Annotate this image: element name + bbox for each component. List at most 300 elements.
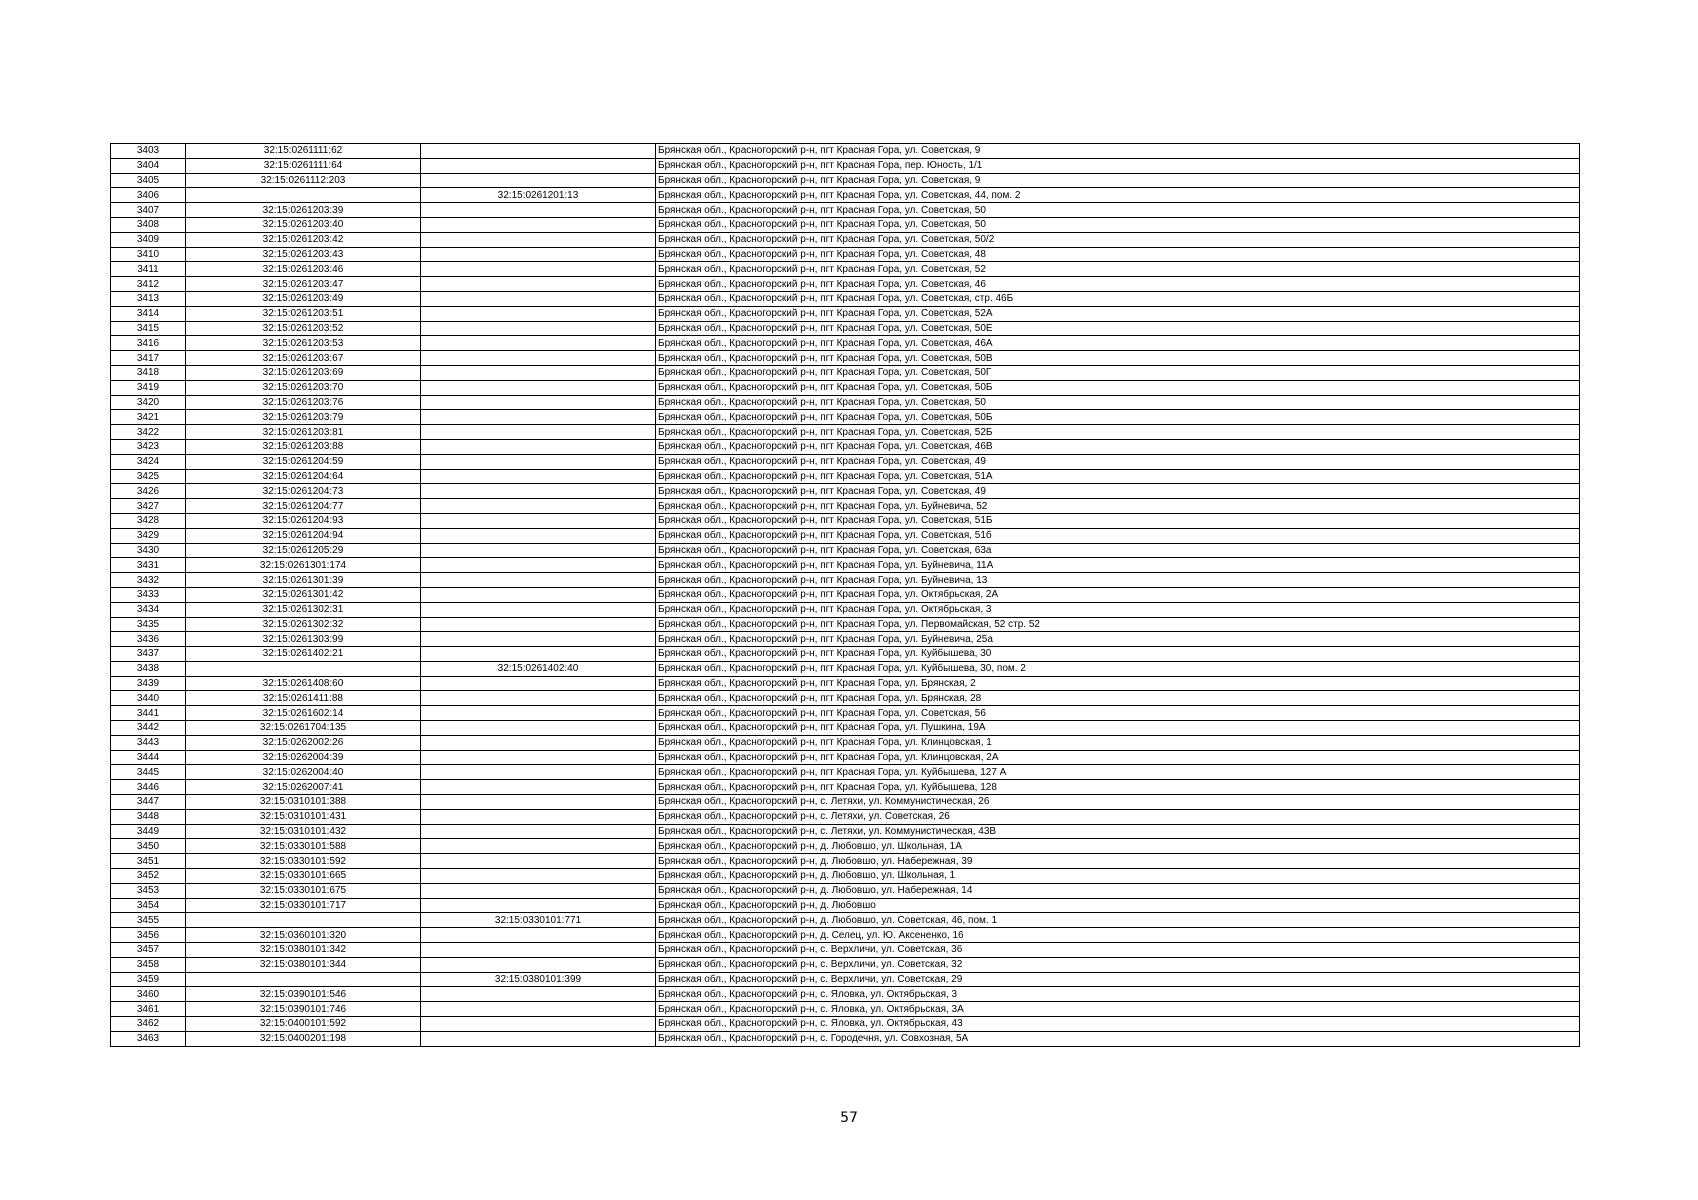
cadastral-number-cell: 32:15:0261204:59 <box>186 454 421 469</box>
row-number-cell: 3412 <box>111 277 186 292</box>
table-row <box>111 869 1580 884</box>
address-cell: Брянская обл., Красногорский р-н, с. Верхличи, ул. Советская, 32 <box>656 957 1580 972</box>
cadastral-number-cell: 32:15:0360101:320 <box>186 928 421 943</box>
address-cell: Брянская обл., Красногорский р-н, с. Яловка, ул. Октябрьская, 3 <box>656 987 1580 1002</box>
premises-cadastral-number-cell <box>421 528 656 543</box>
address-cell: Брянская обл., Красногорский р-н, с. Яловка, ул. Октябрьская, 3А <box>656 1002 1580 1017</box>
cadastral-number-cell: 32:15:0261204:93 <box>186 513 421 528</box>
table-row <box>111 1002 1580 1017</box>
cadastral-number-cell: 32:15:0261111:64 <box>186 158 421 173</box>
cadastral-number-cell: 32:15:0261204:73 <box>186 484 421 499</box>
address-cell: Брянская обл., Красногорский р-н, пгт Красная Гора, ул. Буйневича, 11А <box>656 558 1580 573</box>
table-row <box>111 188 1580 203</box>
cadastral-number-cell: 32:15:0262004:40 <box>186 765 421 780</box>
row-number-cell: 3456 <box>111 928 186 943</box>
cadastral-number-cell: 32:15:0261111:62 <box>186 144 421 159</box>
table-row <box>111 721 1580 736</box>
table-row <box>111 158 1580 173</box>
cadastral-number-cell: 32:15:0261301:42 <box>186 587 421 602</box>
cadastral-number-cell: 32:15:0261402:21 <box>186 647 421 662</box>
table-row <box>111 632 1580 647</box>
premises-cadastral-number-cell <box>421 144 656 159</box>
premises-cadastral-number-cell <box>421 469 656 484</box>
table-row <box>111 1017 1580 1032</box>
cadastral-number-cell: 32:15:0330101:675 <box>186 883 421 898</box>
row-number-cell: 3429 <box>111 528 186 543</box>
address-cell: Брянская обл., Красногорский р-н, пгт Красная Гора, ул. Советская, 50 <box>656 395 1580 410</box>
table-row <box>111 454 1580 469</box>
premises-cadastral-number-cell <box>421 454 656 469</box>
premises-cadastral-number-cell <box>421 217 656 232</box>
address-cell: Брянская обл., Красногорский р-н, с. Летяхи, ул. Коммунистическая, 43В <box>656 824 1580 839</box>
registry-table-body <box>111 144 1580 1047</box>
cadastral-number-cell: 32:15:0261302:32 <box>186 617 421 632</box>
cadastral-number-cell: 32:15:0310101:432 <box>186 824 421 839</box>
cadastral-number-cell: 32:15:0261203:76 <box>186 395 421 410</box>
address-cell: Брянская обл., Красногорский р-н, пгт Красная Гора, ул. Куйбышева, 30, пом. 2 <box>656 661 1580 676</box>
row-number-cell: 3437 <box>111 647 186 662</box>
address-cell: Брянская обл., Красногорский р-н, пгт Красная Гора, ул. Куйбышева, 128 <box>656 780 1580 795</box>
cadastral-number-cell: 32:15:0380101:342 <box>186 943 421 958</box>
row-number-cell: 3460 <box>111 987 186 1002</box>
premises-cadastral-number-cell <box>421 1017 656 1032</box>
row-number-cell: 3427 <box>111 499 186 514</box>
row-number-cell: 3458 <box>111 957 186 972</box>
cadastral-number-cell <box>186 913 421 928</box>
row-number-cell: 3418 <box>111 365 186 380</box>
table-row <box>111 217 1580 232</box>
address-cell: Брянская обл., Красногорский р-н, пгт Красная Гора, ул. Советская, 46А <box>656 336 1580 351</box>
cadastral-number-cell: 32:15:0261408:60 <box>186 676 421 691</box>
table-row <box>111 306 1580 321</box>
row-number-cell: 3416 <box>111 336 186 351</box>
cadastral-number-cell: 32:15:0330101:592 <box>186 854 421 869</box>
table-row <box>111 839 1580 854</box>
table-row <box>111 957 1580 972</box>
premises-cadastral-number-cell <box>421 484 656 499</box>
address-cell: Брянская обл., Красногорский р-н, д. Селец, ул. Ю. Аксененко, 16 <box>656 928 1580 943</box>
premises-cadastral-number-cell <box>421 839 656 854</box>
cadastral-number-cell: 32:15:0380101:344 <box>186 957 421 972</box>
row-number-cell: 3409 <box>111 232 186 247</box>
row-number-cell: 3426 <box>111 484 186 499</box>
table-row <box>111 365 1580 380</box>
address-cell: Брянская обл., Красногорский р-н, с. Летяхи, ул. Советская, 26 <box>656 809 1580 824</box>
table-row <box>111 602 1580 617</box>
premises-cadastral-number-cell <box>421 735 656 750</box>
cadastral-number-cell <box>186 661 421 676</box>
cadastral-number-cell: 32:15:0310101:388 <box>186 795 421 810</box>
cadastral-number-cell: 32:15:0261302:31 <box>186 602 421 617</box>
cadastral-number-cell: 32:15:0261203:49 <box>186 291 421 306</box>
row-number-cell: 3428 <box>111 513 186 528</box>
premises-cadastral-number-cell <box>421 306 656 321</box>
row-number-cell: 3455 <box>111 913 186 928</box>
cadastral-number-cell: 32:15:0261204:94 <box>186 528 421 543</box>
cadastral-number-cell: 32:15:0262007:41 <box>186 780 421 795</box>
row-number-cell: 3430 <box>111 543 186 558</box>
premises-cadastral-number-cell <box>421 173 656 188</box>
cadastral-number-cell: 32:15:0261112:203 <box>186 173 421 188</box>
table-row <box>111 277 1580 292</box>
row-number-cell: 3451 <box>111 854 186 869</box>
cadastral-number-cell: 32:15:0390101:546 <box>186 987 421 1002</box>
address-cell: Брянская обл., Красногорский р-н, пгт Красная Гора, ул. Октябрьская, 2А <box>656 587 1580 602</box>
table-row <box>111 1031 1580 1046</box>
table-row <box>111 291 1580 306</box>
row-number-cell: 3421 <box>111 410 186 425</box>
premises-cadastral-number-cell <box>421 203 656 218</box>
row-number-cell: 3439 <box>111 676 186 691</box>
table-row <box>111 928 1580 943</box>
cadastral-number-cell <box>186 188 421 203</box>
premises-cadastral-number-cell <box>421 721 656 736</box>
premises-cadastral-number-cell <box>421 795 656 810</box>
premises-cadastral-number-cell <box>421 425 656 440</box>
premises-cadastral-number-cell <box>421 232 656 247</box>
address-cell: Брянская обл., Красногорский р-н, пгт Красная Гора, ул. Советская, 51Б <box>656 513 1580 528</box>
cadastral-number-cell: 32:15:0261301:39 <box>186 573 421 588</box>
address-cell: Брянская обл., Красногорский р-н, пгт Красная Гора, ул. Советская, 50Б <box>656 410 1580 425</box>
address-cell: Брянская обл., Красногорский р-н, пгт Красная Гора, ул. Советская, стр. 46Б <box>656 291 1580 306</box>
row-number-cell: 3420 <box>111 395 186 410</box>
table-row <box>111 987 1580 1002</box>
cadastral-number-cell: 32:15:0261203:69 <box>186 365 421 380</box>
cadastral-number-cell: 32:15:0261203:79 <box>186 410 421 425</box>
premises-cadastral-number-cell <box>421 410 656 425</box>
address-cell: Брянская обл., Красногорский р-н, пгт Красная Гора, ул. Брянская, 2 <box>656 676 1580 691</box>
cadastral-number-cell: 32:15:0261203:46 <box>186 262 421 277</box>
row-number-cell: 3450 <box>111 839 186 854</box>
cadastral-number-cell <box>186 972 421 987</box>
premises-cadastral-number-cell <box>421 395 656 410</box>
premises-cadastral-number-cell: 32:15:0261201:13 <box>421 188 656 203</box>
premises-cadastral-number-cell <box>421 499 656 514</box>
cadastral-number-cell: 32:15:0261205:29 <box>186 543 421 558</box>
address-cell: Брянская обл., Красногорский р-н, пгт Красная Гора, ул. Советская, 48 <box>656 247 1580 262</box>
table-row <box>111 543 1580 558</box>
premises-cadastral-number-cell <box>421 928 656 943</box>
cadastral-number-cell: 32:15:0330101:717 <box>186 898 421 913</box>
table-row <box>111 247 1580 262</box>
cadastral-number-cell: 32:15:0330101:588 <box>186 839 421 854</box>
table-row <box>111 898 1580 913</box>
row-number-cell: 3413 <box>111 291 186 306</box>
row-number-cell: 3442 <box>111 721 186 736</box>
premises-cadastral-number-cell <box>421 706 656 721</box>
row-number-cell: 3452 <box>111 869 186 884</box>
address-cell: Брянская обл., Красногорский р-н, пгт Красная Гора, ул. Советская, 52 <box>656 262 1580 277</box>
address-cell: Брянская обл., Красногорский р-н, пгт Красная Гора, ул. Советская, 49 <box>656 484 1580 499</box>
address-cell: Брянская обл., Красногорский р-н, пгт Красная Гора, ул. Буйневича, 13 <box>656 573 1580 588</box>
registry-table <box>110 143 1580 1047</box>
table-row <box>111 824 1580 839</box>
address-cell: Брянская обл., Красногорский р-н, пгт Красная Гора, ул. Пушкина, 19А <box>656 721 1580 736</box>
row-number-cell: 3410 <box>111 247 186 262</box>
address-cell: Брянская обл., Красногорский р-н, с. Летяхи, ул. Коммунистическая, 26 <box>656 795 1580 810</box>
address-cell: Брянская обл., Красногорский р-н, д. Любовшо, ул. Набережная, 39 <box>656 854 1580 869</box>
premises-cadastral-number-cell <box>421 617 656 632</box>
premises-cadastral-number-cell <box>421 587 656 602</box>
row-number-cell: 3404 <box>111 158 186 173</box>
address-cell: Брянская обл., Красногорский р-н, пгт Красная Гора, ул. Советская, 44, пом. 2 <box>656 188 1580 203</box>
premises-cadastral-number-cell <box>421 558 656 573</box>
row-number-cell: 3449 <box>111 824 186 839</box>
address-cell: Брянская обл., Красногорский р-н, пгт Красная Гора, ул. Октябрьская, 3 <box>656 602 1580 617</box>
premises-cadastral-number-cell <box>421 1031 656 1046</box>
premises-cadastral-number-cell <box>421 824 656 839</box>
address-cell: Брянская обл., Красногорский р-н, д. Любовшо, ул. Школьная, 1А <box>656 839 1580 854</box>
address-cell: Брянская обл., Красногорский р-н, пгт Красная Гора, ул. Советская, 9 <box>656 144 1580 159</box>
address-cell: Брянская обл., Красногорский р-н, пгт Красная Гора, ул. Клинцовская, 1 <box>656 735 1580 750</box>
cadastral-number-cell: 32:15:0262002:26 <box>186 735 421 750</box>
address-cell: Брянская обл., Красногорский р-н, пгт Красная Гора, ул. Советская, 52А <box>656 306 1580 321</box>
premises-cadastral-number-cell <box>421 883 656 898</box>
row-number-cell: 3415 <box>111 321 186 336</box>
address-cell: Брянская обл., Красногорский р-н, пгт Красная Гора, ул. Куйбышева, 30 <box>656 647 1580 662</box>
address-cell: Брянская обл., Красногорский р-н, с. Верхличи, ул. Советская, 29 <box>656 972 1580 987</box>
row-number-cell: 3446 <box>111 780 186 795</box>
table-row <box>111 795 1580 810</box>
premises-cadastral-number-cell <box>421 957 656 972</box>
row-number-cell: 3406 <box>111 188 186 203</box>
table-row <box>111 883 1580 898</box>
address-cell: Брянская обл., Красногорский р-н, пгт Красная Гора, ул. Советская, 46В <box>656 439 1580 454</box>
premises-cadastral-number-cell <box>421 632 656 647</box>
table-row <box>111 617 1580 632</box>
premises-cadastral-number-cell <box>421 262 656 277</box>
row-number-cell: 3453 <box>111 883 186 898</box>
cadastral-number-cell: 32:15:0261203:81 <box>186 425 421 440</box>
address-cell: Брянская обл., Красногорский р-н, пгт Красная Гора, ул. Советская, 50Г <box>656 365 1580 380</box>
premises-cadastral-number-cell <box>421 780 656 795</box>
row-number-cell: 3447 <box>111 795 186 810</box>
premises-cadastral-number-cell <box>421 380 656 395</box>
row-number-cell: 3407 <box>111 203 186 218</box>
table-row <box>111 691 1580 706</box>
cadastral-number-cell: 32:15:0261203:40 <box>186 217 421 232</box>
address-cell: Брянская обл., Красногорский р-н, пгт Красная Гора, ул. Советская, 50Е <box>656 321 1580 336</box>
row-number-cell: 3405 <box>111 173 186 188</box>
premises-cadastral-number-cell <box>421 869 656 884</box>
row-number-cell: 3436 <box>111 632 186 647</box>
premises-cadastral-number-cell <box>421 277 656 292</box>
row-number-cell: 3459 <box>111 972 186 987</box>
cadastral-number-cell: 32:15:0261203:51 <box>186 306 421 321</box>
table-row <box>111 854 1580 869</box>
cadastral-number-cell: 32:15:0261203:43 <box>186 247 421 262</box>
row-number-cell: 3403 <box>111 144 186 159</box>
table-row <box>111 351 1580 366</box>
table-row <box>111 735 1580 750</box>
table-row <box>111 144 1580 159</box>
table-row <box>111 469 1580 484</box>
table-row <box>111 173 1580 188</box>
row-number-cell: 3414 <box>111 306 186 321</box>
address-cell: Брянская обл., Красногорский р-н, пгт Красная Гора, ул. Куйбышева, 127 А <box>656 765 1580 780</box>
row-number-cell: 3454 <box>111 898 186 913</box>
table-row <box>111 380 1580 395</box>
address-cell: Брянская обл., Красногорский р-н, пгт Красная Гора, ул. Буйневича, 25а <box>656 632 1580 647</box>
premises-cadastral-number-cell <box>421 543 656 558</box>
premises-cadastral-number-cell <box>421 943 656 958</box>
page-number: 57 <box>840 1110 858 1126</box>
cadastral-number-cell: 32:15:0261203:52 <box>186 321 421 336</box>
row-number-cell: 3457 <box>111 943 186 958</box>
table-row <box>111 972 1580 987</box>
table-row <box>111 410 1580 425</box>
row-number-cell: 3461 <box>111 1002 186 1017</box>
row-number-cell: 3431 <box>111 558 186 573</box>
table-row <box>111 336 1580 351</box>
table-row <box>111 528 1580 543</box>
table-row <box>111 913 1580 928</box>
row-number-cell: 3443 <box>111 735 186 750</box>
premises-cadastral-number-cell <box>421 291 656 306</box>
address-cell: Брянская обл., Красногорский р-н, с. Городечня, ул. Совхозная, 5А <box>656 1031 1580 1046</box>
address-cell: Брянская обл., Красногорский р-н, пгт Красная Гора, ул. Советская, 50 <box>656 217 1580 232</box>
table-row <box>111 573 1580 588</box>
premises-cadastral-number-cell <box>421 158 656 173</box>
row-number-cell: 3433 <box>111 587 186 602</box>
cadastral-number-cell: 32:15:0261203:47 <box>186 277 421 292</box>
row-number-cell: 3441 <box>111 706 186 721</box>
address-cell: Брянская обл., Красногорский р-н, пгт Красная Гора, ул. Советская, 63а <box>656 543 1580 558</box>
table-row <box>111 395 1580 410</box>
premises-cadastral-number-cell <box>421 321 656 336</box>
address-cell: Брянская обл., Красногорский р-н, пгт Красная Гора, ул. Брянская, 28 <box>656 691 1580 706</box>
premises-cadastral-number-cell <box>421 351 656 366</box>
premises-cadastral-number-cell <box>421 439 656 454</box>
premises-cadastral-number-cell: 32:15:0380101:399 <box>421 972 656 987</box>
premises-cadastral-number-cell <box>421 336 656 351</box>
premises-cadastral-number-cell <box>421 854 656 869</box>
table-row <box>111 780 1580 795</box>
premises-cadastral-number-cell <box>421 1002 656 1017</box>
address-cell: Брянская обл., Красногорский р-н, с. Верхличи, ул. Советская, 36 <box>656 943 1580 958</box>
address-cell: Брянская обл., Красногорский р-н, пгт Красная Гора, ул. Советская, 49 <box>656 454 1580 469</box>
row-number-cell: 3424 <box>111 454 186 469</box>
premises-cadastral-number-cell <box>421 750 656 765</box>
address-cell: Брянская обл., Красногорский р-н, д. Любовшо, ул. Советская, 46, пом. 1 <box>656 913 1580 928</box>
cadastral-number-cell: 32:15:0261704:135 <box>186 721 421 736</box>
address-cell: Брянская обл., Красногорский р-н, пгт Красная Гора, ул. Буйневича, 52 <box>656 499 1580 514</box>
address-cell: Брянская обл., Красногорский р-н, пгт Красная Гора, ул. Советская, 56 <box>656 706 1580 721</box>
cadastral-number-cell: 32:15:0261411:88 <box>186 691 421 706</box>
row-number-cell: 3411 <box>111 262 186 277</box>
address-cell: Брянская обл., Красногорский р-н, д. Любовшо, ул. Школьная, 1 <box>656 869 1580 884</box>
cadastral-number-cell: 32:15:0262004:39 <box>186 750 421 765</box>
table-row <box>111 321 1580 336</box>
table-row <box>111 706 1580 721</box>
address-cell: Брянская обл., Красногорский р-н, пгт Красная Гора, ул. Клинцовская, 2А <box>656 750 1580 765</box>
cadastral-number-cell: 32:15:0261203:42 <box>186 232 421 247</box>
cadastral-number-cell: 32:15:0261203:53 <box>186 336 421 351</box>
row-number-cell: 3462 <box>111 1017 186 1032</box>
address-cell: Брянская обл., Красногорский р-н, пгт Красная Гора, ул. Советская, 51б <box>656 528 1580 543</box>
premises-cadastral-number-cell <box>421 647 656 662</box>
premises-cadastral-number-cell <box>421 602 656 617</box>
premises-cadastral-number-cell <box>421 765 656 780</box>
cadastral-number-cell: 32:15:0261203:88 <box>186 439 421 454</box>
table-row <box>111 809 1580 824</box>
cadastral-number-cell: 32:15:0400201:198 <box>186 1031 421 1046</box>
table-row <box>111 943 1580 958</box>
row-number-cell: 3425 <box>111 469 186 484</box>
premises-cadastral-number-cell: 32:15:0330101:771 <box>421 913 656 928</box>
table-row <box>111 425 1580 440</box>
address-cell: Брянская обл., Красногорский р-н, пгт Красная Гора, ул. Советская, 50 <box>656 203 1580 218</box>
row-number-cell: 3445 <box>111 765 186 780</box>
cadastral-number-cell: 32:15:0261203:67 <box>186 351 421 366</box>
cadastral-number-cell: 32:15:0400101:592 <box>186 1017 421 1032</box>
premises-cadastral-number-cell <box>421 247 656 262</box>
premises-cadastral-number-cell <box>421 809 656 824</box>
row-number-cell: 3438 <box>111 661 186 676</box>
table-row <box>111 647 1580 662</box>
address-cell: Брянская обл., Красногорский р-н, пгт Красная Гора, ул. Советская, 50Б <box>656 380 1580 395</box>
address-cell: Брянская обл., Красногорский р-н, д. Любовшо <box>656 898 1580 913</box>
address-cell: Брянская обл., Красногорский р-н, пгт Красная Гора, ул. Советская, 50В <box>656 351 1580 366</box>
table-row <box>111 676 1580 691</box>
row-number-cell: 3444 <box>111 750 186 765</box>
address-cell: Брянская обл., Красногорский р-н, пгт Красная Гора, ул. Советская, 46 <box>656 277 1580 292</box>
premises-cadastral-number-cell <box>421 898 656 913</box>
cadastral-number-cell: 32:15:0261204:77 <box>186 499 421 514</box>
cadastral-number-cell: 32:15:0261203:39 <box>186 203 421 218</box>
premises-cadastral-number-cell <box>421 365 656 380</box>
premises-cadastral-number-cell <box>421 513 656 528</box>
cadastral-number-cell: 32:15:0330101:665 <box>186 869 421 884</box>
cadastral-number-cell: 32:15:0261602:14 <box>186 706 421 721</box>
table-row <box>111 587 1580 602</box>
row-number-cell: 3435 <box>111 617 186 632</box>
premises-cadastral-number-cell <box>421 691 656 706</box>
premises-cadastral-number-cell: 32:15:0261402:40 <box>421 661 656 676</box>
table-row <box>111 499 1580 514</box>
address-cell: Брянская обл., Красногорский р-н, с. Яловка, ул. Октябрьская, 43 <box>656 1017 1580 1032</box>
table-row <box>111 203 1580 218</box>
row-number-cell: 3440 <box>111 691 186 706</box>
cadastral-number-cell: 32:15:0390101:746 <box>186 1002 421 1017</box>
premises-cadastral-number-cell <box>421 987 656 1002</box>
address-cell: Брянская обл., Красногорский р-н, пгт Красная Гора, пер. Юность, 1/1 <box>656 158 1580 173</box>
row-number-cell: 3417 <box>111 351 186 366</box>
address-cell: Брянская обл., Красногорский р-н, пгт Красная Гора, ул. Советская, 52Б <box>656 425 1580 440</box>
table-row <box>111 765 1580 780</box>
cadastral-number-cell: 32:15:0261203:70 <box>186 380 421 395</box>
cadastral-number-cell: 32:15:0261301:174 <box>186 558 421 573</box>
premises-cadastral-number-cell <box>421 573 656 588</box>
row-number-cell: 3463 <box>111 1031 186 1046</box>
address-cell: Брянская обл., Красногорский р-н, пгт Красная Гора, ул. Советская, 9 <box>656 173 1580 188</box>
table-row <box>111 439 1580 454</box>
cadastral-number-cell: 32:15:0261303:99 <box>186 632 421 647</box>
row-number-cell: 3408 <box>111 217 186 232</box>
address-cell: Брянская обл., Красногорский р-н, пгт Красная Гора, ул. Советская, 51А <box>656 469 1580 484</box>
row-number-cell: 3422 <box>111 425 186 440</box>
address-cell: Брянская обл., Красногорский р-н, пгт Красная Гора, ул. Советская, 50/2 <box>656 232 1580 247</box>
table-row <box>111 558 1580 573</box>
cadastral-number-cell: 32:15:0261204:64 <box>186 469 421 484</box>
row-number-cell: 3423 <box>111 439 186 454</box>
table-row <box>111 661 1580 676</box>
table-row <box>111 513 1580 528</box>
row-number-cell: 3419 <box>111 380 186 395</box>
row-number-cell: 3432 <box>111 573 186 588</box>
address-cell: Брянская обл., Красногорский р-н, д. Любовшо, ул. Набережная, 14 <box>656 883 1580 898</box>
table-row <box>111 262 1580 277</box>
